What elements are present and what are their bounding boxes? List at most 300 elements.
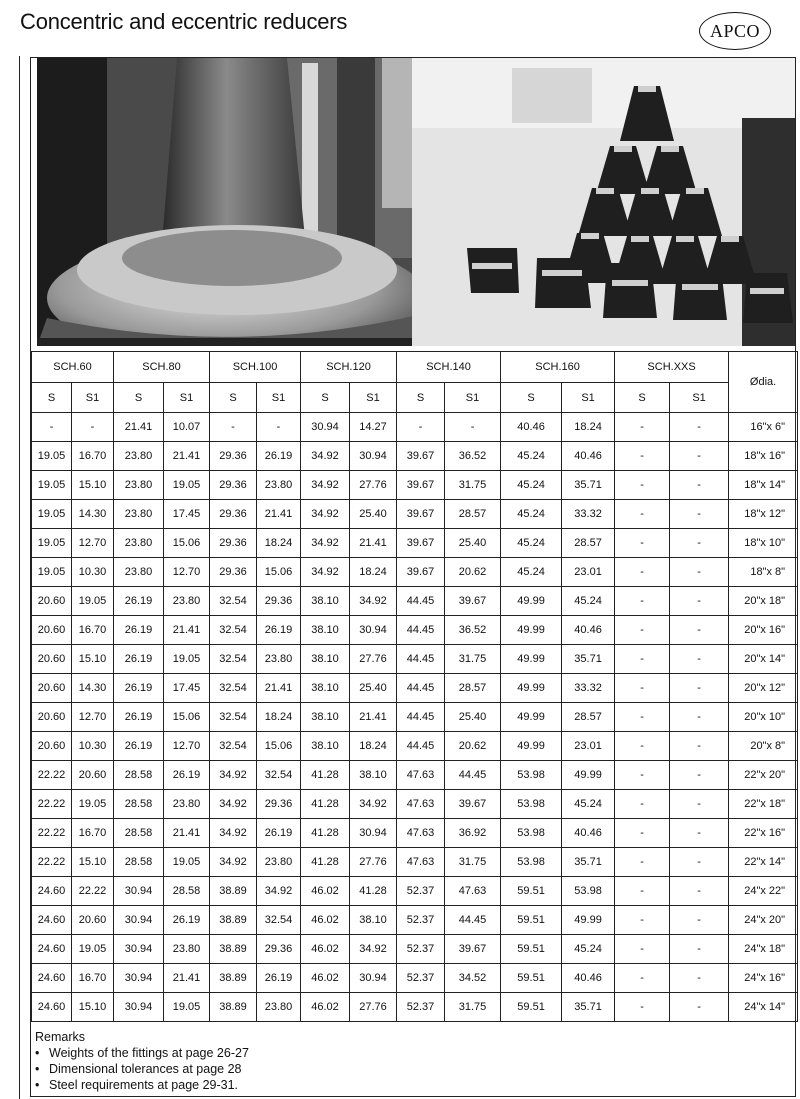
s-value-cell: - <box>615 790 670 819</box>
s-value-cell: - <box>615 819 670 848</box>
s1-value-cell: 31.75 <box>445 848 501 877</box>
s-value-cell: 44.45 <box>397 703 445 732</box>
photo-reducer-stack <box>412 58 795 346</box>
s1-value-cell: 49.99 <box>562 761 615 790</box>
s1-value-cell: 14.30 <box>72 674 114 703</box>
s1-value-cell: 19.05 <box>164 471 210 500</box>
s-value-cell: 32.54 <box>210 732 257 761</box>
diameter-cell: 24"x 22" <box>729 877 798 906</box>
s-value-cell: 45.24 <box>501 471 562 500</box>
s-value-cell: 47.63 <box>397 790 445 819</box>
s-value-cell: 38.10 <box>301 616 350 645</box>
s1-value-cell: 34.92 <box>350 790 397 819</box>
s-value-cell: 32.54 <box>210 616 257 645</box>
s1-value-cell: 19.05 <box>164 848 210 877</box>
s-value-cell: 24.60 <box>32 964 72 993</box>
s-value-cell: 34.92 <box>210 848 257 877</box>
s1-value-cell: - <box>670 529 729 558</box>
s-value-cell: 29.36 <box>210 529 257 558</box>
diameter-cell: 22"x 18" <box>729 790 798 819</box>
s-value-cell: 20.60 <box>32 616 72 645</box>
s1-value-cell: 29.36 <box>257 790 301 819</box>
schedule-header: SCH.80 <box>114 352 210 383</box>
table-row <box>32 819 798 848</box>
s1-value-cell: 14.27 <box>350 413 397 442</box>
s1-value-cell: 35.71 <box>562 645 615 674</box>
s-value-cell: 24.60 <box>32 877 72 906</box>
s-value-cell: 38.89 <box>210 906 257 935</box>
s-value-cell: 34.92 <box>301 558 350 587</box>
s-value-cell: 59.51 <box>501 993 562 1022</box>
s1-value-cell: 41.28 <box>350 877 397 906</box>
diameter-cell: 20"x 12" <box>729 674 798 703</box>
s1-value-cell: 26.19 <box>257 442 301 471</box>
s-value-cell: 19.05 <box>32 442 72 471</box>
s-header: S <box>301 383 350 413</box>
s-value-cell: 28.58 <box>114 790 164 819</box>
s-value-cell: - <box>615 848 670 877</box>
s-value-cell: 52.37 <box>397 877 445 906</box>
s1-value-cell: 14.30 <box>72 500 114 529</box>
s1-header: S1 <box>257 383 301 413</box>
s1-value-cell: 30.94 <box>350 819 397 848</box>
s1-value-cell: 38.10 <box>350 761 397 790</box>
s1-header: S1 <box>445 383 501 413</box>
s1-value-cell: - <box>670 993 729 1022</box>
s1-value-cell: 39.67 <box>445 587 501 616</box>
s1-value-cell: 21.41 <box>164 616 210 645</box>
s-value-cell: 30.94 <box>114 964 164 993</box>
s-value-cell: - <box>32 413 72 442</box>
s-value-cell: 20.60 <box>32 674 72 703</box>
s1-value-cell: 31.75 <box>445 645 501 674</box>
s-value-cell: 38.10 <box>301 732 350 761</box>
s1-value-cell: - <box>670 732 729 761</box>
s1-value-cell: 29.36 <box>257 935 301 964</box>
s1-value-cell: 35.71 <box>562 471 615 500</box>
s1-value-cell: 12.70 <box>72 703 114 732</box>
s1-value-cell: 34.92 <box>350 935 397 964</box>
s1-value-cell: 35.71 <box>562 993 615 1022</box>
s-value-cell: - <box>615 471 670 500</box>
s1-value-cell: 30.94 <box>350 964 397 993</box>
s1-value-cell: 29.36 <box>257 587 301 616</box>
s1-value-cell: 32.54 <box>257 761 301 790</box>
s-value-cell: 53.98 <box>501 819 562 848</box>
diameter-cell: 24"x 14" <box>729 993 798 1022</box>
s1-value-cell: 26.19 <box>164 761 210 790</box>
s1-value-cell: - <box>670 703 729 732</box>
s1-header: S1 <box>164 383 210 413</box>
s-value-cell: - <box>615 761 670 790</box>
s1-value-cell: 45.24 <box>562 587 615 616</box>
s1-value-cell: 40.46 <box>562 442 615 471</box>
s-value-cell: 24.60 <box>32 935 72 964</box>
s1-value-cell: 21.41 <box>164 964 210 993</box>
s1-value-cell: 34.52 <box>445 964 501 993</box>
s1-value-cell: 15.10 <box>72 645 114 674</box>
s1-value-cell: 45.24 <box>562 790 615 819</box>
table-row <box>32 877 798 906</box>
s-value-cell: 39.67 <box>397 442 445 471</box>
s-value-cell: - <box>615 587 670 616</box>
s1-value-cell: - <box>670 935 729 964</box>
s1-value-cell: 25.40 <box>350 500 397 529</box>
table-row <box>32 674 798 703</box>
s1-value-cell: 28.57 <box>445 500 501 529</box>
s1-value-cell: 30.94 <box>350 442 397 471</box>
s-value-cell: 59.51 <box>501 964 562 993</box>
remark-item: • Steel requirements at page 29-31. <box>35 1077 249 1093</box>
s-value-cell: - <box>615 645 670 674</box>
s1-value-cell: 36.52 <box>445 442 501 471</box>
table-row <box>32 732 798 761</box>
diameter-cell: 18"x 10" <box>729 529 798 558</box>
s-header: S <box>615 383 670 413</box>
s-value-cell: 52.37 <box>397 935 445 964</box>
s1-value-cell: 10.07 <box>164 413 210 442</box>
s1-value-cell: 26.19 <box>257 964 301 993</box>
s-value-cell: 49.99 <box>501 732 562 761</box>
s-value-cell: 30.94 <box>114 993 164 1022</box>
s-value-cell: 21.41 <box>114 413 164 442</box>
s-value-cell: 38.10 <box>301 674 350 703</box>
s1-value-cell: - <box>72 413 114 442</box>
s1-value-cell: 15.06 <box>164 529 210 558</box>
s-value-cell: 34.92 <box>301 442 350 471</box>
s1-value-cell: 39.67 <box>445 935 501 964</box>
s-value-cell: 29.36 <box>210 558 257 587</box>
table-row <box>32 935 798 964</box>
s1-value-cell: 18.24 <box>350 732 397 761</box>
s1-value-cell: 23.80 <box>164 935 210 964</box>
s-value-cell: - <box>615 877 670 906</box>
schedule-header-row <box>32 352 798 383</box>
s1-value-cell: 15.10 <box>72 848 114 877</box>
s1-value-cell: 34.92 <box>257 877 301 906</box>
s1-value-cell: 26.19 <box>164 906 210 935</box>
s1-value-cell: 15.06 <box>257 732 301 761</box>
s-value-cell: 24.60 <box>32 993 72 1022</box>
s1-value-cell: 28.57 <box>562 529 615 558</box>
page-margin-rule <box>19 56 20 1099</box>
table-row <box>32 471 798 500</box>
s-value-cell: - <box>397 413 445 442</box>
s-value-cell: 32.54 <box>210 645 257 674</box>
s-value-cell: - <box>615 732 670 761</box>
s-value-cell: 30.94 <box>114 906 164 935</box>
s1-value-cell: 30.94 <box>350 616 397 645</box>
table-row <box>32 587 798 616</box>
s1-value-cell: 34.92 <box>350 587 397 616</box>
s1-header: S1 <box>562 383 615 413</box>
diameter-cell: 24"x 18" <box>729 935 798 964</box>
s-value-cell: 29.36 <box>210 442 257 471</box>
s-value-cell: 45.24 <box>501 500 562 529</box>
schedule-header: SCH.160 <box>501 352 615 383</box>
s-value-cell: 20.60 <box>32 645 72 674</box>
s1-value-cell: 12.70 <box>72 529 114 558</box>
s-value-cell: 23.80 <box>114 442 164 471</box>
s-value-cell: 49.99 <box>501 587 562 616</box>
s-value-cell: 22.22 <box>32 761 72 790</box>
s-value-cell: 41.28 <box>301 790 350 819</box>
s1-value-cell: 25.40 <box>350 674 397 703</box>
s1-value-cell: 26.19 <box>257 819 301 848</box>
s-value-cell: 53.98 <box>501 848 562 877</box>
table-row <box>32 529 798 558</box>
s-value-cell: 34.92 <box>301 471 350 500</box>
s-value-cell: 45.24 <box>501 558 562 587</box>
s-value-cell: 59.51 <box>501 906 562 935</box>
s1-value-cell: 45.24 <box>562 935 615 964</box>
diameter-cell: 16"x 6" <box>729 413 798 442</box>
s-value-cell: - <box>615 413 670 442</box>
s1-value-cell: 49.99 <box>562 906 615 935</box>
s1-value-cell: - <box>670 848 729 877</box>
s-value-cell: 30.94 <box>114 877 164 906</box>
reducer-dimensions-table <box>31 351 798 1022</box>
s1-value-cell: 27.76 <box>350 471 397 500</box>
s-value-cell: 59.51 <box>501 877 562 906</box>
s1-value-cell: 19.05 <box>72 790 114 819</box>
s-value-cell: 52.37 <box>397 964 445 993</box>
s-value-cell: 53.98 <box>501 790 562 819</box>
s-value-cell: 23.80 <box>114 558 164 587</box>
s-header: S <box>210 383 257 413</box>
table-row <box>32 993 798 1022</box>
s1-value-cell: 18.24 <box>350 558 397 587</box>
table-body <box>32 413 798 1022</box>
s1-value-cell: 27.76 <box>350 645 397 674</box>
s1-value-cell: 21.41 <box>257 500 301 529</box>
s-value-cell: 22.22 <box>32 819 72 848</box>
s1-value-cell: - <box>670 616 729 645</box>
s1-value-cell: - <box>257 413 301 442</box>
s-value-cell: 29.36 <box>210 471 257 500</box>
s1-value-cell: - <box>670 761 729 790</box>
table-row <box>32 848 798 877</box>
s1-value-cell: 31.75 <box>445 471 501 500</box>
s-value-cell: 32.54 <box>210 674 257 703</box>
s-value-cell: 23.80 <box>114 500 164 529</box>
photo-strip <box>31 58 795 348</box>
s-value-cell: 38.89 <box>210 964 257 993</box>
s-value-cell: 44.45 <box>397 732 445 761</box>
s1-value-cell: 47.63 <box>445 877 501 906</box>
s-header: S <box>397 383 445 413</box>
s-value-cell: 32.54 <box>210 587 257 616</box>
s1-value-cell: 23.80 <box>164 587 210 616</box>
remarks-list <box>35 1045 249 1093</box>
s1-value-cell: 27.76 <box>350 993 397 1022</box>
s-value-cell: 29.36 <box>210 500 257 529</box>
s1-value-cell: 28.58 <box>164 877 210 906</box>
page-title: Concentric and eccentric reducers <box>20 9 348 34</box>
s1-value-cell: 44.45 <box>445 761 501 790</box>
s-value-cell: 32.54 <box>210 703 257 732</box>
s1-value-cell: 20.62 <box>445 732 501 761</box>
s1-value-cell: 15.06 <box>164 703 210 732</box>
table-row <box>32 500 798 529</box>
s-value-cell: 49.99 <box>501 616 562 645</box>
s-value-cell: 30.94 <box>301 413 350 442</box>
s-value-cell: 39.67 <box>397 529 445 558</box>
table-row <box>32 413 798 442</box>
s1-value-cell: 28.57 <box>445 674 501 703</box>
s-value-cell: 44.45 <box>397 645 445 674</box>
s1-value-cell: 23.01 <box>562 732 615 761</box>
table-row <box>32 558 798 587</box>
s1-value-cell: - <box>670 413 729 442</box>
s-value-cell: 23.80 <box>114 529 164 558</box>
s-value-cell: 19.05 <box>32 529 72 558</box>
s-value-cell: 47.63 <box>397 819 445 848</box>
s-value-cell: 38.89 <box>210 935 257 964</box>
schedule-header: SCH.60 <box>32 352 114 383</box>
s1-value-cell: 10.30 <box>72 558 114 587</box>
s1-value-cell: 15.06 <box>257 558 301 587</box>
s1-value-cell: 16.70 <box>72 616 114 645</box>
s1-value-cell: 33.32 <box>562 674 615 703</box>
s-value-cell: 38.89 <box>210 993 257 1022</box>
s1-value-cell: 21.41 <box>164 442 210 471</box>
s-value-cell: 19.05 <box>32 558 72 587</box>
s1-value-cell: 18.24 <box>257 529 301 558</box>
table-row <box>32 790 798 819</box>
s1-value-cell: 36.52 <box>445 616 501 645</box>
s-value-cell: - <box>615 906 670 935</box>
s1-value-cell: 35.71 <box>562 848 615 877</box>
s-header: S <box>114 383 164 413</box>
s-value-cell: 38.89 <box>210 877 257 906</box>
s-value-cell: 49.99 <box>501 674 562 703</box>
s-value-cell: 34.92 <box>210 790 257 819</box>
thickness-header-row <box>32 383 798 413</box>
s-value-cell: 26.19 <box>114 616 164 645</box>
s1-value-cell: - <box>670 500 729 529</box>
s1-value-cell: 40.46 <box>562 616 615 645</box>
s1-value-cell: 33.32 <box>562 500 615 529</box>
s-value-cell: - <box>615 500 670 529</box>
s1-value-cell: 19.05 <box>164 645 210 674</box>
s-value-cell: 59.51 <box>501 935 562 964</box>
diameter-cell: 18"x 14" <box>729 471 798 500</box>
s-value-cell: 52.37 <box>397 993 445 1022</box>
s1-value-cell: 23.01 <box>562 558 615 587</box>
s1-value-cell: 28.57 <box>562 703 615 732</box>
diameter-cell: 20"x 10" <box>729 703 798 732</box>
s1-value-cell: 23.80 <box>257 993 301 1022</box>
diameter-cell: 22"x 14" <box>729 848 798 877</box>
s-value-cell: 47.63 <box>397 761 445 790</box>
s1-value-cell: 40.46 <box>562 819 615 848</box>
s1-value-cell: 12.70 <box>164 732 210 761</box>
s1-value-cell: 20.60 <box>72 906 114 935</box>
s-value-cell: 23.80 <box>114 471 164 500</box>
diameter-cell: 22"x 20" <box>729 761 798 790</box>
s-value-cell: - <box>615 558 670 587</box>
s-value-cell: 34.92 <box>301 500 350 529</box>
table-row <box>32 442 798 471</box>
s-value-cell: 45.24 <box>501 529 562 558</box>
diameter-cell: 18"x 8" <box>729 558 798 587</box>
s-value-cell: 44.45 <box>397 587 445 616</box>
diameter-cell: 20"x 8" <box>729 732 798 761</box>
s-value-cell: 39.67 <box>397 558 445 587</box>
s-value-cell: 40.46 <box>501 413 562 442</box>
s1-value-cell: 39.67 <box>445 790 501 819</box>
diameter-cell: 18"x 12" <box>729 500 798 529</box>
s1-value-cell: 16.70 <box>72 964 114 993</box>
s-value-cell: 39.67 <box>397 500 445 529</box>
s1-value-cell: 53.98 <box>562 877 615 906</box>
s-value-cell: 46.02 <box>301 877 350 906</box>
s1-value-cell: - <box>670 906 729 935</box>
s-value-cell: 41.28 <box>301 819 350 848</box>
s-value-cell: 45.24 <box>501 442 562 471</box>
schedule-header: SCH.XXS <box>615 352 729 383</box>
s1-value-cell: 18.24 <box>257 703 301 732</box>
s-value-cell: 26.19 <box>114 732 164 761</box>
schedule-header: SCH.100 <box>210 352 301 383</box>
s-value-cell: 28.58 <box>114 819 164 848</box>
s-value-cell: 34.92 <box>210 761 257 790</box>
s-value-cell: 26.19 <box>114 703 164 732</box>
s1-value-cell: 23.80 <box>164 790 210 819</box>
s-value-cell: 41.28 <box>301 761 350 790</box>
s1-value-cell: 38.10 <box>350 906 397 935</box>
s1-value-cell: 25.40 <box>445 703 501 732</box>
s-value-cell: 46.02 <box>301 993 350 1022</box>
s-value-cell: 22.22 <box>32 848 72 877</box>
s-value-cell: 20.60 <box>32 732 72 761</box>
remarks-heading: Remarks <box>35 1030 86 1044</box>
diameter-cell: 18"x 16" <box>729 442 798 471</box>
s-value-cell: 28.58 <box>114 848 164 877</box>
s1-value-cell: - <box>670 442 729 471</box>
s1-value-cell: - <box>670 471 729 500</box>
s1-value-cell: - <box>445 413 501 442</box>
s-value-cell: 22.22 <box>32 790 72 819</box>
s-value-cell: 34.92 <box>301 529 350 558</box>
s-value-cell: 24.60 <box>32 906 72 935</box>
s1-header: S1 <box>72 383 114 413</box>
table-row <box>32 964 798 993</box>
s-value-cell: 19.05 <box>32 471 72 500</box>
apco-logo: APCO <box>699 12 771 50</box>
remarks-section <box>35 1029 249 1093</box>
s-value-cell: 26.19 <box>114 587 164 616</box>
s-value-cell: 20.60 <box>32 703 72 732</box>
s1-value-cell: 18.24 <box>562 413 615 442</box>
s-value-cell: - <box>615 674 670 703</box>
s1-value-cell: - <box>670 819 729 848</box>
s-value-cell: 49.99 <box>501 703 562 732</box>
remark-item: • Weights of the fittings at page 26-27 <box>35 1045 249 1061</box>
s1-value-cell: - <box>670 964 729 993</box>
s-value-cell: 26.19 <box>114 674 164 703</box>
s1-value-cell: 15.10 <box>72 993 114 1022</box>
s1-value-cell: 21.41 <box>164 819 210 848</box>
s-value-cell: 46.02 <box>301 964 350 993</box>
s-value-cell: 30.94 <box>114 935 164 964</box>
s1-value-cell: - <box>670 674 729 703</box>
s-value-cell: 52.37 <box>397 906 445 935</box>
s1-value-cell: - <box>670 587 729 616</box>
table-row <box>32 703 798 732</box>
s-value-cell: 20.60 <box>32 587 72 616</box>
